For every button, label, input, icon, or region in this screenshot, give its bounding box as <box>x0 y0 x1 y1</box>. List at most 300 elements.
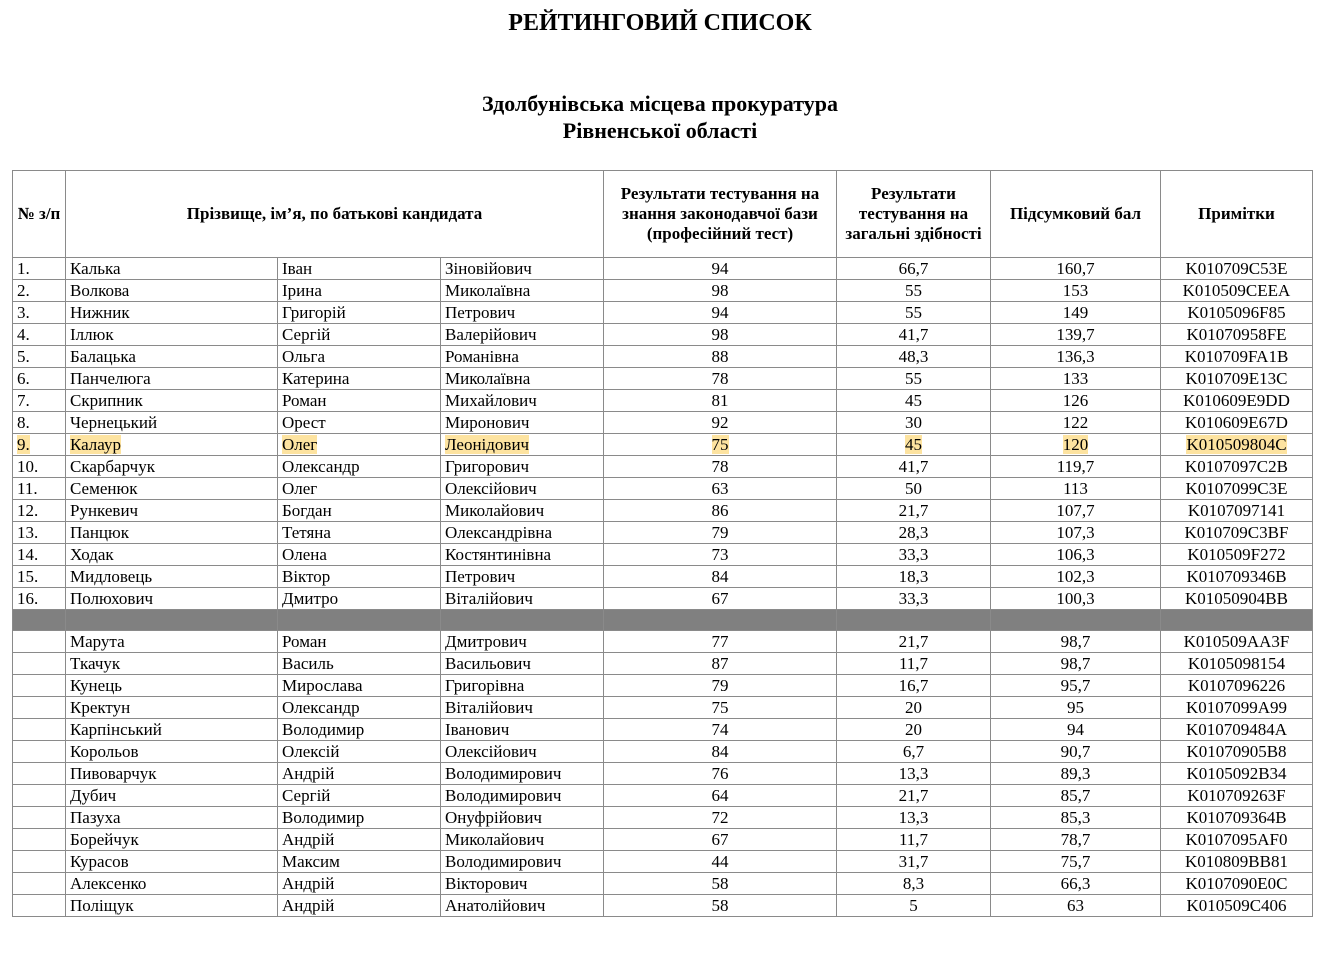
general-test-cell <box>837 324 991 346</box>
separator-cell <box>837 610 991 631</box>
note-code-cell <box>1161 258 1313 280</box>
patronymic-cell <box>441 478 604 500</box>
first-name-cell-text: Володимир <box>282 807 365 827</box>
patronymic-cell <box>441 566 604 588</box>
subtitle-line-1: Здолбунівська місцева прокуратура <box>482 91 838 116</box>
general-test-cell <box>837 588 991 610</box>
note-code-cell <box>1161 478 1313 500</box>
total-score-cell-text: 153 <box>1062 280 1089 300</box>
patronymic-cell-text: Костянтинівна <box>445 544 552 564</box>
ranked-table-row <box>13 412 1313 434</box>
first-name-cell-text: Богдан <box>282 500 332 520</box>
note-code-cell <box>1161 544 1313 566</box>
surname-cell <box>66 895 278 917</box>
surname-cell <box>66 873 278 895</box>
note-code-cell-text: K010609E67D <box>1185 412 1288 432</box>
prof-test-cell <box>604 544 837 566</box>
note-code-cell-text: K0107099A99 <box>1185 697 1288 717</box>
surname-cell <box>66 478 278 500</box>
note-code-cell <box>1161 566 1313 588</box>
ranked-table-row <box>13 566 1313 588</box>
first-name-cell-text: Мирослава <box>282 675 363 695</box>
surname-cell-text: Волкова <box>70 280 130 300</box>
patronymic-cell <box>441 675 604 697</box>
first-name-cell-text: Орест <box>282 412 326 432</box>
total-score-cell <box>991 873 1161 895</box>
prof-test-cell-text: 92 <box>711 412 729 432</box>
row-number <box>13 258 66 280</box>
general-test-cell-text: 45 <box>905 434 922 454</box>
prof-test-cell-text: 84 <box>711 741 729 761</box>
patronymic-cell-text: Онуфрійович <box>445 807 542 827</box>
note-code-cell-text: K010509F272 <box>1187 544 1286 564</box>
general-test-cell-text: 8,3 <box>902 873 925 893</box>
document-title: РЕЙТИНГОВИЙ СПИСОК <box>508 10 812 36</box>
note-code-cell-text: K0107097C2B <box>1185 456 1288 476</box>
total-score-cell <box>991 346 1161 368</box>
surname-cell-text: Борейчук <box>70 829 139 849</box>
total-score-cell <box>991 566 1161 588</box>
surname-cell-text: Панчелюга <box>70 368 151 388</box>
header-notes: Примітки <box>1161 171 1313 258</box>
prof-test-cell <box>604 280 837 302</box>
first-name-cell <box>278 873 441 895</box>
note-code-cell <box>1161 412 1313 434</box>
first-name-cell <box>278 478 441 500</box>
unranked-table-row <box>13 785 1313 807</box>
prof-test-cell-text: 87 <box>711 653 729 673</box>
note-code-cell <box>1161 456 1313 478</box>
separator-cell <box>441 610 604 631</box>
general-test-cell <box>837 895 991 917</box>
prof-test-cell <box>604 785 837 807</box>
patronymic-cell-text: Дмитрович <box>445 631 527 651</box>
surname-cell-text: Дубич <box>70 785 117 805</box>
note-code-cell <box>1161 390 1313 412</box>
first-name-cell <box>278 522 441 544</box>
general-test-cell-text: 21,7 <box>898 500 929 520</box>
patronymic-cell-text: Зіновійович <box>445 258 532 278</box>
patronymic-cell-text: Миколайович <box>445 829 545 849</box>
general-test-cell <box>837 719 991 741</box>
first-name-cell <box>278 412 441 434</box>
surname-cell-text: Полюхович <box>70 588 154 608</box>
first-name-cell-text: Володимир <box>282 719 365 739</box>
general-test-cell-text: 5 <box>909 895 918 915</box>
separator-cell <box>1161 610 1313 631</box>
patronymic-cell-text: Віталійович <box>445 588 533 608</box>
note-code-cell <box>1161 631 1313 653</box>
total-score-cell <box>991 653 1161 675</box>
general-test-cell <box>837 631 991 653</box>
total-score-cell <box>991 478 1161 500</box>
patronymic-cell <box>441 258 604 280</box>
general-test-cell-text: 13,3 <box>898 807 929 827</box>
note-code-cell <box>1161 851 1313 873</box>
general-test-cell-text: 21,7 <box>898 631 929 651</box>
total-score-cell <box>991 588 1161 610</box>
ranked-table-row <box>13 390 1313 412</box>
total-score-cell <box>991 368 1161 390</box>
row-number-text: 5. <box>17 346 30 366</box>
total-score-cell <box>991 500 1161 522</box>
header-total: Підсумковий бал <box>991 171 1161 258</box>
ranked-table-row <box>13 346 1313 368</box>
note-code-cell <box>1161 368 1313 390</box>
prof-test-cell-text: 72 <box>711 807 729 827</box>
first-name-cell <box>278 500 441 522</box>
patronymic-cell-text: Олексійович <box>445 741 537 761</box>
patronymic-cell-text: Михайлович <box>445 390 537 410</box>
note-code-cell-text: K0105098154 <box>1187 653 1286 673</box>
patronymic-cell <box>441 302 604 324</box>
note-code-cell-text: K0107090E0C <box>1185 873 1288 893</box>
patronymic-cell-text: Петрович <box>445 566 516 586</box>
patronymic-cell-text: Романівна <box>445 346 519 366</box>
note-code-cell-text: K010509AA3F <box>1183 631 1290 651</box>
prof-test-cell <box>604 434 837 456</box>
first-name-cell-text: Роман <box>282 631 327 651</box>
first-name-cell-text: Андрій <box>282 763 335 783</box>
prof-test-cell <box>604 763 837 785</box>
surname-cell-text: Марута <box>70 631 125 651</box>
surname-cell-text: Калаур <box>70 434 121 454</box>
surname-cell-text: Пазуха <box>70 807 121 827</box>
general-test-cell <box>837 302 991 324</box>
note-code-cell-text: K0105092B34 <box>1186 763 1287 783</box>
first-name-cell-text: Катерина <box>282 368 350 388</box>
row-number <box>13 478 66 500</box>
total-score-cell <box>991 829 1161 851</box>
patronymic-cell <box>441 368 604 390</box>
ranked-table-row <box>13 280 1313 302</box>
note-code-cell-text: K010509804C <box>1186 434 1287 454</box>
row-number <box>13 675 66 697</box>
total-score-cell-text: 66,3 <box>1060 873 1091 893</box>
note-code-cell <box>1161 324 1313 346</box>
general-test-cell-text: 20 <box>905 719 922 739</box>
row-number-text: 15. <box>17 566 39 586</box>
surname-cell <box>66 456 278 478</box>
unranked-table-row <box>13 851 1313 873</box>
surname-cell-text: Ткачук <box>70 653 121 673</box>
general-test-cell-text: 41,7 <box>898 324 929 344</box>
general-test-cell <box>837 500 991 522</box>
header-name: Прізвище, ім’я, по батькові кандидата <box>66 171 604 258</box>
surname-cell-text: Ходак <box>70 544 114 564</box>
first-name-cell-text: Олена <box>282 544 327 564</box>
header-number: № з/п <box>13 171 66 258</box>
general-test-cell <box>837 478 991 500</box>
patronymic-cell-text: Олександрівна <box>445 522 553 542</box>
document-subtitle <box>0 90 1320 144</box>
patronymic-cell <box>441 741 604 763</box>
prof-test-cell <box>604 302 837 324</box>
rating-table <box>12 170 1313 917</box>
prof-test-cell-text: 88 <box>711 346 729 366</box>
patronymic-cell <box>441 631 604 653</box>
general-test-cell-text: 28,3 <box>898 522 929 542</box>
total-score-cell-text: 107,3 <box>1056 522 1095 542</box>
first-name-cell <box>278 719 441 741</box>
first-name-cell-text: Іван <box>282 258 313 278</box>
note-code-cell-text: K010709C53E <box>1185 258 1288 278</box>
prof-test-cell-text: 76 <box>711 763 729 783</box>
row-number <box>13 851 66 873</box>
prof-test-cell-text: 67 <box>711 829 729 849</box>
row-number <box>13 412 66 434</box>
first-name-cell-text: Олександр <box>282 697 360 717</box>
total-score-cell-text: 122 <box>1062 412 1089 432</box>
patronymic-cell <box>441 785 604 807</box>
total-score-cell-text: 107,7 <box>1056 500 1095 520</box>
surname-cell <box>66 390 278 412</box>
surname-cell <box>66 763 278 785</box>
patronymic-cell-text: Володимирович <box>445 785 562 805</box>
row-number-text: 16. <box>17 588 39 608</box>
note-code-cell <box>1161 675 1313 697</box>
prof-test-cell-text: 74 <box>711 719 729 739</box>
note-code-cell-text: K010609E9DD <box>1183 390 1290 410</box>
note-code-cell-text: K01070958FE <box>1186 324 1287 344</box>
prof-test-cell-text: 75 <box>711 697 729 717</box>
note-code-cell-text: K0107097141 <box>1187 500 1286 520</box>
row-number-text: 10. <box>17 456 39 476</box>
first-name-cell <box>278 697 441 719</box>
patronymic-cell <box>441 719 604 741</box>
surname-cell <box>66 719 278 741</box>
first-name-cell-text: Олександр <box>282 456 360 476</box>
patronymic-cell <box>441 588 604 610</box>
general-test-cell-text: 55 <box>905 368 922 388</box>
note-code-cell-text: K0107096226 <box>1187 675 1286 695</box>
row-number <box>13 390 66 412</box>
ranked-table-row <box>13 588 1313 610</box>
total-score-cell <box>991 258 1161 280</box>
first-name-cell <box>278 763 441 785</box>
patronymic-cell-text: Васильович <box>445 653 531 673</box>
general-test-cell-text: 55 <box>905 302 922 322</box>
unranked-table-row <box>13 653 1313 675</box>
separator-cell <box>991 610 1161 631</box>
prof-test-cell-text: 79 <box>711 522 729 542</box>
prof-test-cell <box>604 653 837 675</box>
note-code-cell-text: K01070905B8 <box>1186 741 1287 761</box>
note-code-cell-text: K0107095AF0 <box>1185 829 1288 849</box>
general-test-cell-text: 16,7 <box>898 675 929 695</box>
prof-test-cell-text: 98 <box>711 324 729 344</box>
first-name-cell-text: Олексій <box>282 741 340 761</box>
surname-cell-text: Іллюк <box>70 324 114 344</box>
row-number <box>13 346 66 368</box>
first-name-cell-text: Андрій <box>282 829 335 849</box>
note-code-cell-text: K010709E13C <box>1185 368 1288 388</box>
total-score-cell <box>991 719 1161 741</box>
first-name-cell-text: Віктор <box>282 566 331 586</box>
note-code-cell <box>1161 719 1313 741</box>
patronymic-cell <box>441 763 604 785</box>
first-name-cell-text: Ольга <box>282 346 326 366</box>
total-score-cell <box>991 434 1161 456</box>
prof-test-cell <box>604 258 837 280</box>
prof-test-cell-text: 75 <box>711 434 729 454</box>
general-test-cell-text: 41,7 <box>898 456 929 476</box>
first-name-cell-text: Андрій <box>282 895 335 915</box>
surname-cell-text: Пивоварчук <box>70 763 157 783</box>
unranked-table-row <box>13 719 1313 741</box>
table-body <box>13 258 1313 917</box>
total-score-cell <box>991 785 1161 807</box>
ranked-table-row <box>13 434 1313 456</box>
total-score-cell-text: 136,3 <box>1056 346 1095 366</box>
total-score-cell-text: 126 <box>1062 390 1089 410</box>
total-score-cell <box>991 631 1161 653</box>
row-number-text: 12. <box>17 500 39 520</box>
unranked-table-row <box>13 741 1313 763</box>
general-test-cell-text: 31,7 <box>898 851 929 871</box>
prof-test-cell <box>604 324 837 346</box>
note-code-cell <box>1161 522 1313 544</box>
general-test-cell-text: 33,3 <box>898 544 929 564</box>
surname-cell-text: Мидловець <box>70 566 153 586</box>
prof-test-cell <box>604 390 837 412</box>
surname-cell <box>66 522 278 544</box>
general-test-cell <box>837 258 991 280</box>
prof-test-cell-text: 86 <box>711 500 729 520</box>
row-number-text: 9. <box>17 434 30 454</box>
note-code-cell-text: K010709364B <box>1186 807 1287 827</box>
surname-cell-text: Корольов <box>70 741 139 761</box>
patronymic-cell <box>441 390 604 412</box>
first-name-cell <box>278 741 441 763</box>
first-name-cell-text: Василь <box>282 653 334 673</box>
total-score-cell <box>991 412 1161 434</box>
first-name-cell <box>278 390 441 412</box>
subtitle-line-2: Рівненської області <box>562 118 758 143</box>
ranked-table-row <box>13 302 1313 324</box>
unranked-table-row <box>13 873 1313 895</box>
unranked-table-row <box>13 895 1313 917</box>
patronymic-cell <box>441 280 604 302</box>
surname-cell-text: Алексенко <box>70 873 147 893</box>
row-number <box>13 456 66 478</box>
total-score-cell <box>991 763 1161 785</box>
total-score-cell <box>991 851 1161 873</box>
patronymic-cell <box>441 434 604 456</box>
first-name-cell <box>278 675 441 697</box>
unranked-table-row <box>13 631 1313 653</box>
surname-cell <box>66 741 278 763</box>
total-score-cell <box>991 895 1161 917</box>
total-score-cell-text: 85,7 <box>1060 785 1091 805</box>
surname-cell-text: Панцюк <box>70 522 129 542</box>
first-name-cell-text: Сергій <box>282 324 331 344</box>
row-number <box>13 873 66 895</box>
patronymic-cell <box>441 873 604 895</box>
surname-cell-text: Рункевич <box>70 500 139 520</box>
surname-cell-text: Кунець <box>70 675 123 695</box>
patronymic-cell-text: Олексійович <box>445 478 537 498</box>
note-code-cell <box>1161 280 1313 302</box>
prof-test-cell <box>604 895 837 917</box>
patronymic-cell <box>441 544 604 566</box>
general-test-cell-text: 48,3 <box>898 346 929 366</box>
prof-test-cell <box>604 697 837 719</box>
total-score-cell-text: 95,7 <box>1060 675 1091 695</box>
total-score-cell-text: 85,3 <box>1060 807 1091 827</box>
row-number-text: 6. <box>17 368 30 388</box>
patronymic-cell <box>441 653 604 675</box>
surname-cell <box>66 829 278 851</box>
total-score-cell-text: 139,7 <box>1056 324 1095 344</box>
prof-test-cell-text: 67 <box>711 588 729 608</box>
first-name-cell-text: Андрій <box>282 873 335 893</box>
note-code-cell <box>1161 895 1313 917</box>
row-number <box>13 522 66 544</box>
surname-cell <box>66 675 278 697</box>
general-test-cell <box>837 456 991 478</box>
patronymic-cell <box>441 324 604 346</box>
prof-test-cell-text: 81 <box>711 390 729 410</box>
prof-test-cell <box>604 412 837 434</box>
patronymic-cell-text: Анатолійович <box>445 895 546 915</box>
total-score-cell <box>991 675 1161 697</box>
general-test-cell <box>837 653 991 675</box>
surname-cell-text: Скарбарчук <box>70 456 155 476</box>
prof-test-cell <box>604 346 837 368</box>
prof-test-cell <box>604 829 837 851</box>
general-test-cell <box>837 566 991 588</box>
prof-test-cell-text: 73 <box>711 544 729 564</box>
unranked-table-row <box>13 807 1313 829</box>
ranked-table-row <box>13 544 1313 566</box>
general-test-cell <box>837 763 991 785</box>
total-score-cell <box>991 544 1161 566</box>
surname-cell-text: Кректун <box>70 697 131 717</box>
general-test-cell-text: 30 <box>905 412 922 432</box>
total-score-cell <box>991 390 1161 412</box>
patronymic-cell-text: Іванович <box>445 719 510 739</box>
separator-cell <box>604 610 837 631</box>
row-number <box>13 829 66 851</box>
patronymic-cell-text: Вікторович <box>445 873 528 893</box>
note-code-cell <box>1161 697 1313 719</box>
total-score-cell-text: 119,7 <box>1056 456 1095 476</box>
unranked-table-row <box>13 697 1313 719</box>
prof-test-cell-text: 64 <box>711 785 729 805</box>
prof-test-cell-text: 77 <box>711 631 729 651</box>
first-name-cell <box>278 434 441 456</box>
surname-cell <box>66 434 278 456</box>
unranked-table-row <box>13 829 1313 851</box>
general-test-cell <box>837 412 991 434</box>
row-number <box>13 697 66 719</box>
patronymic-cell-text: Миколаївна <box>445 280 531 300</box>
general-test-cell <box>837 741 991 763</box>
general-test-cell <box>837 346 991 368</box>
surname-cell <box>66 807 278 829</box>
general-test-cell-text: 50 <box>905 478 922 498</box>
row-number-text: 11. <box>17 478 38 498</box>
header-general-test: Результати тестування на загальні здібності <box>837 171 991 258</box>
ranked-table-row <box>13 368 1313 390</box>
first-name-cell-text: Григорій <box>282 302 346 322</box>
patronymic-cell <box>441 522 604 544</box>
prof-test-cell <box>604 807 837 829</box>
surname-cell <box>66 785 278 807</box>
total-score-cell-text: 95 <box>1067 697 1084 717</box>
row-number <box>13 631 66 653</box>
